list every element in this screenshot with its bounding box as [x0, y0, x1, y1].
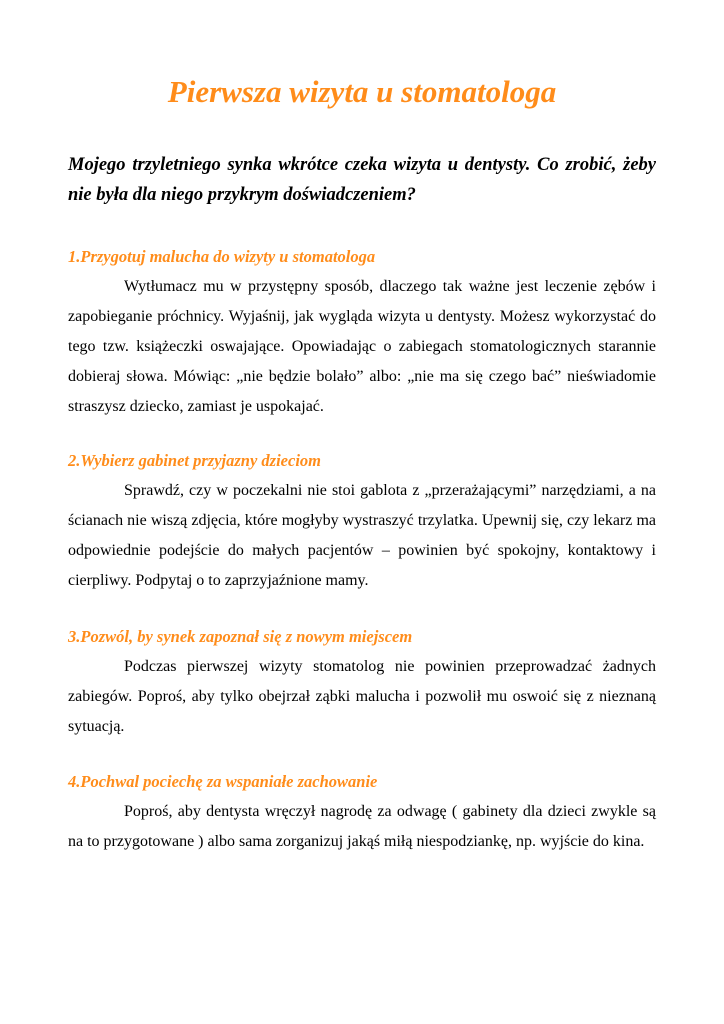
- section-body: Podczas pierwszej wizyty stomatolog nie powinien przeprowadzać żadnych zabiegów. Poproś, aby tylko obejrzał ząbki malucha i pozwolił mu oswoić się z nieznaną sytuacją.: [68, 658, 656, 735]
- section-heading: 4.Pochwal pociechę za wspaniałe zachowanie: [68, 772, 378, 791]
- lead-question: Mojego trzyletniego synka wkrótce czeka wizyta u dentysty. Co zrobić, żeby nie była dla niego przykrym doświadczeniem?: [68, 155, 656, 205]
- page-title: Pierwsza wizyta u stomatologa: [167, 74, 557, 109]
- section-body: Poproś, aby dentysta wręczył nagrodę za odwagę ( gabinety dla dzieci zwykle są na to przygotowane ) albo sama zorganizuj jakąś miłą niespodziankę, np. wyjście do kina.: [68, 803, 656, 850]
- section-heading: 2.Wybierz gabinet przyjazny dzieciom: [68, 451, 321, 470]
- section-new-place: [68, 622, 656, 742]
- section-heading: 1.Przygotuj malucha do wizyty u stomatologa: [68, 247, 376, 266]
- section-heading: 3.Pozwól, by synek zapoznał się z nowym miejscem: [68, 627, 413, 646]
- section-praise: [68, 767, 656, 857]
- section-prepare-child: [68, 242, 656, 422]
- section-choose-clinic: [68, 446, 656, 596]
- section-body: Wytłumacz mu w przystępny sposób, dlaczego tak ważne jest leczenie zębów i zapobieganie próchnicy. Wyjaśnij, jak wygląda wizyta u dentysty. Możesz wykorzystać do tego tzw. książeczki oswajające. Opowiadając o zabiegach stomatologicznych starannie dobieraj słowa. Mówiąc: „nie będzie bolało” albo: „nie ma się czego bać” nieświadomie straszysz dziecko, zamiast je uspokajać.: [68, 278, 656, 415]
- section-body: Sprawdź, czy w poczekalni nie stoi gablota z „przerażającymi” narzędziami, a na ścianach nie wiszą zdjęcia, które mogłyby wystraszyć trzylatka. Upewnij się, czy lekarz ma odpowiednie podejście do małych pacjentów – powinien być spokojny, kontaktowy i cierpliwy. Podpytaj o to zaprzyjaźnione mamy.: [68, 482, 656, 589]
